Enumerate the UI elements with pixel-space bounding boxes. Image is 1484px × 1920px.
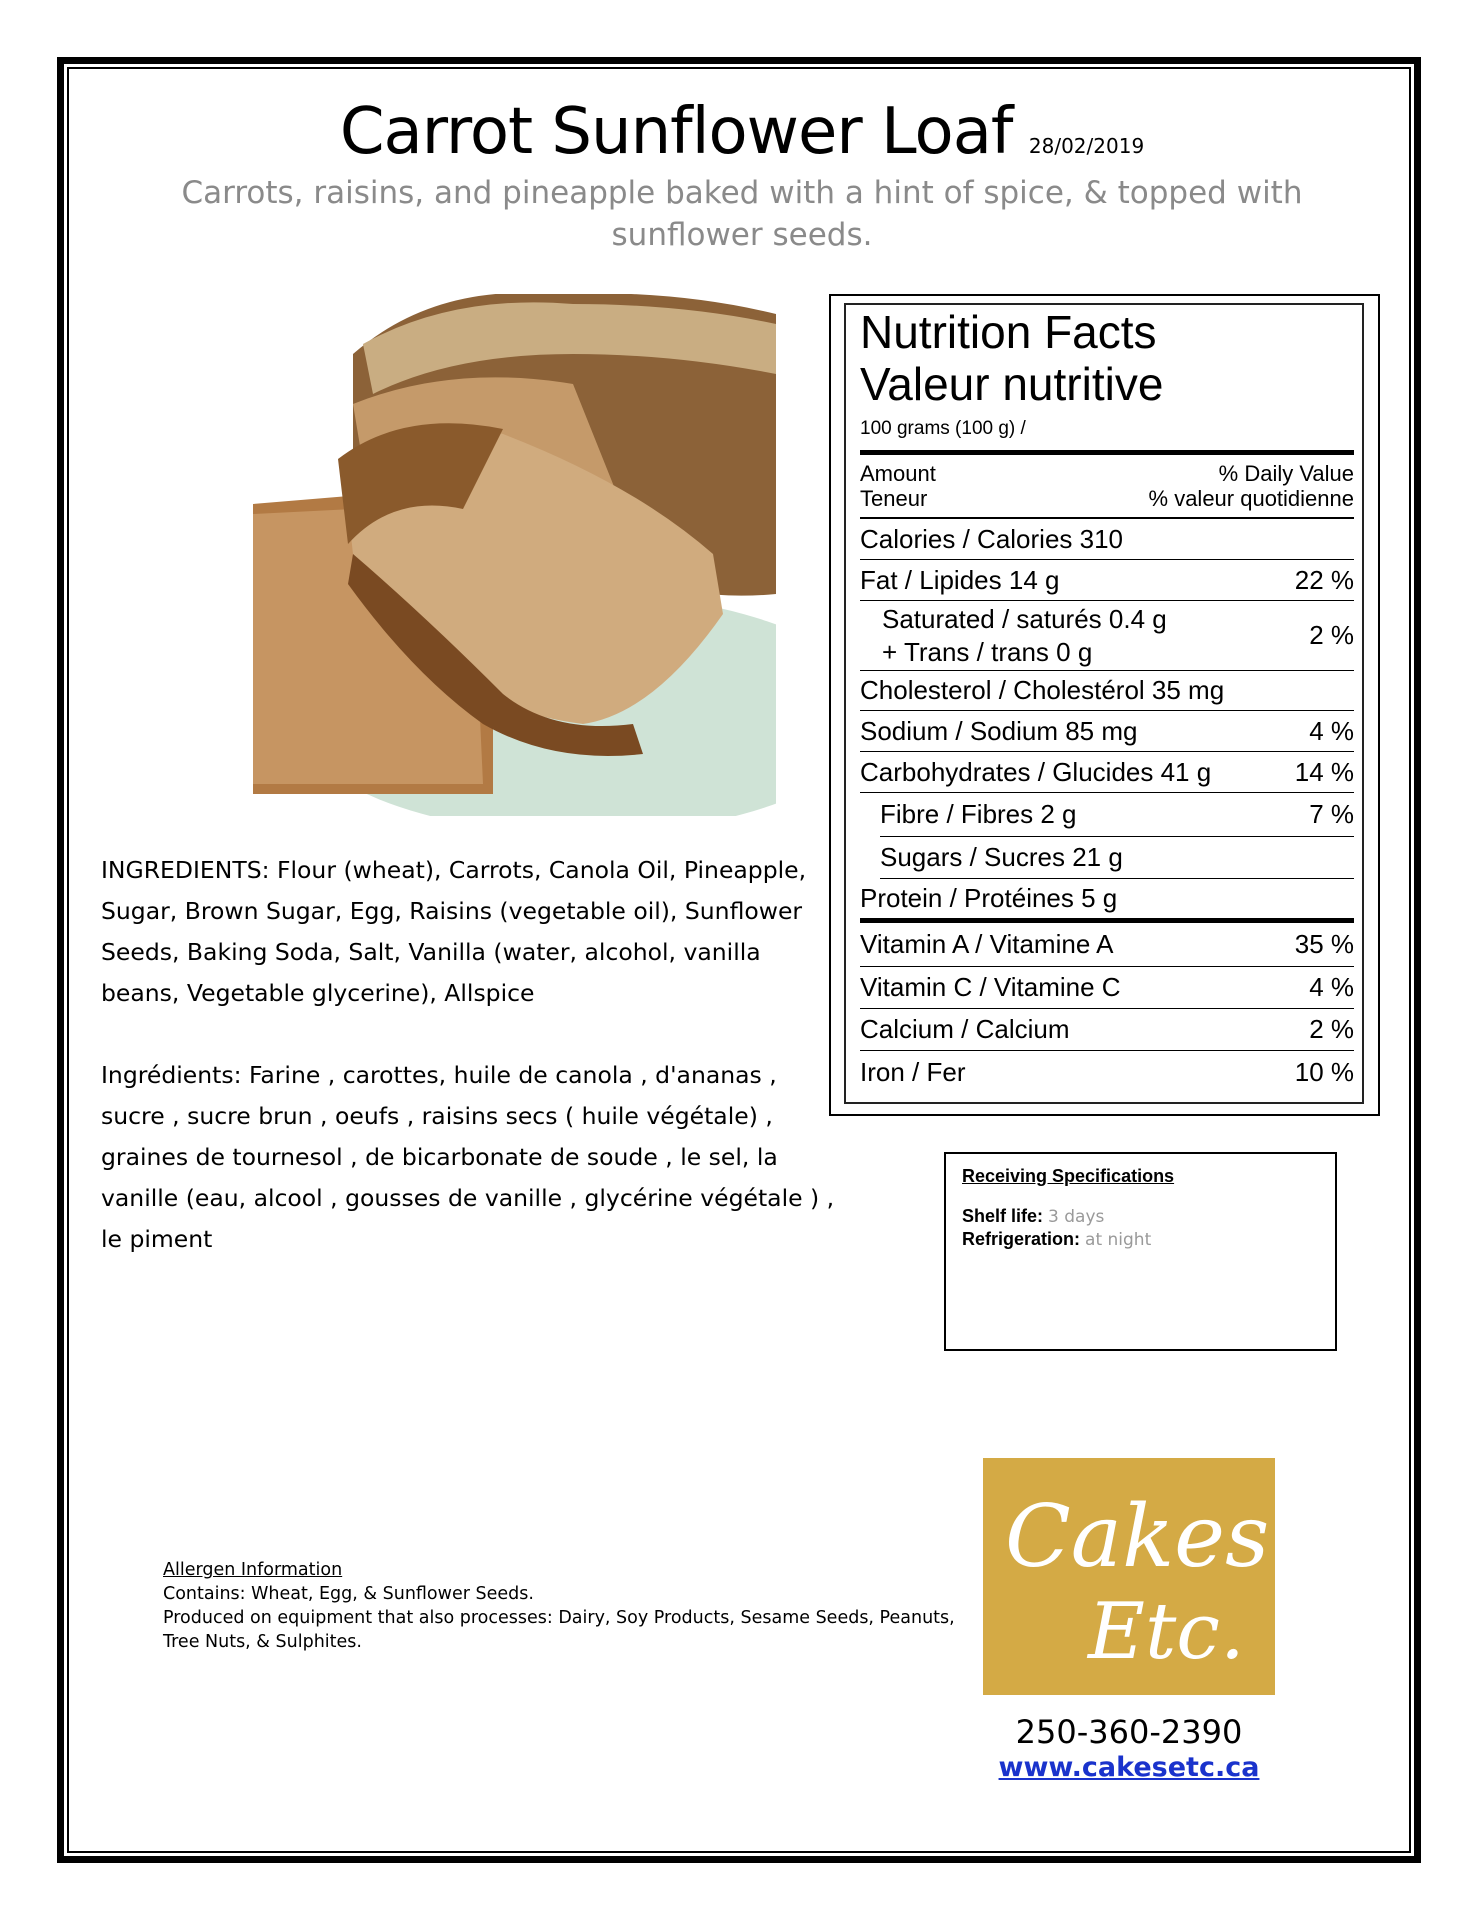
vitamin-a-dv: 35 % [1294, 929, 1354, 959]
allergen-heading: Allergen Information [163, 1560, 343, 1580]
product-photo [253, 294, 776, 816]
saturated-dv: 2 % [1309, 620, 1354, 650]
carbohydrates-dv: 14 % [1294, 756, 1354, 787]
nutrient-row-fat [860, 560, 1354, 601]
product-subtitle: Carrots, raisins, and pineapple baked with a hint of spice, & topped with sunflower seeds. [181, 175, 1303, 253]
calcium-dv: 2 % [1309, 1014, 1354, 1044]
nutrition-title-en: Nutrition Facts [860, 306, 1157, 358]
ingredients-section [101, 850, 841, 1260]
refrigeration-label: Refrigeration: [962, 1229, 1081, 1249]
allergen-section [163, 1558, 963, 1654]
shelf-life-value: 3 days [1048, 1207, 1105, 1227]
nutrition-title-fr: Valeur nutritive [860, 358, 1164, 410]
fat-dv: 22 % [1294, 564, 1354, 595]
nutrient-row-vitamin-a [860, 923, 1354, 967]
trans-label: + Trans / trans 0 g [882, 636, 1093, 667]
nutrient-row-calcium [860, 1009, 1354, 1051]
title-row [0, 95, 1484, 169]
allergen-produced: Produced on equipment that also processes: Dairy, Soy Products, Sesame Seeds, Peanuts, Tree Nuts, & Sulphites. [163, 1608, 955, 1652]
product-date: 28/02/2019 [1028, 134, 1145, 158]
logo-line2: Etc. [1088, 1587, 1245, 1677]
cakes-etc-logo [983, 1458, 1275, 1695]
nutrient-row-sugars [880, 837, 1354, 879]
nutrient-row-protein [860, 879, 1354, 923]
website-link[interactable]: www.cakesetc.ca [998, 1752, 1260, 1783]
nutrient-row-calories [860, 519, 1354, 560]
receiving-specifications-box [944, 1152, 1337, 1351]
fibre-label: Fibre / Fibres 2 g [880, 799, 1077, 829]
calories-label: Calories / Calories 310 [860, 523, 1124, 554]
nutrient-row-sodium [860, 711, 1354, 752]
iron-label: Iron / Fer [860, 1056, 966, 1087]
refrigeration-value: at night [1085, 1230, 1152, 1250]
nutrient-row-vitamin-c [860, 967, 1354, 1009]
fat-label: Fat / Lipides 14 g [860, 564, 1060, 595]
nutrient-row-iron [860, 1051, 1354, 1093]
amount-header [860, 455, 1354, 519]
nutrition-facts-table [860, 306, 1354, 1093]
product-title: Carrot Sunflower Loaf [339, 95, 1013, 169]
logo-line1: Cakes [1005, 1487, 1270, 1587]
nutrient-row-carbohydrates [860, 752, 1354, 793]
sodium-dv: 4 % [1309, 715, 1354, 746]
refrigeration-line [962, 1228, 1319, 1251]
shelf-life-line [962, 1205, 1319, 1228]
dv-label-fr: % valeur quotidienne [1148, 486, 1354, 511]
cholesterol-label: Cholesterol / Cholestérol 35 mg [860, 675, 1225, 705]
nutrient-row-fibre [880, 793, 1354, 837]
saturated-label: Saturated / saturés 0.4 g [882, 603, 1167, 634]
serving-size: 100 grams (100 g) / [860, 418, 1354, 455]
carbohydrates-label: Carbohydrates / Glucides 41 g [860, 756, 1212, 787]
nutrient-row-saturated [860, 601, 1354, 671]
nutrient-row-cholesterol [860, 671, 1354, 711]
dv-label-en: % Daily Value [1218, 461, 1354, 486]
sodium-label: Sodium / Sodium 85 mg [860, 715, 1138, 746]
vitamin-c-dv: 4 % [1309, 972, 1354, 1002]
phone-number: 250-360-2390 [1015, 1713, 1243, 1751]
iron-dv: 10 % [1294, 1056, 1354, 1087]
allergen-contains: Contains: Wheat, Egg, & Sunflower Seeds. [163, 1584, 534, 1604]
receiving-heading: Receiving Specifications [962, 1166, 1175, 1186]
fibre-dv: 7 % [1309, 799, 1354, 829]
shelf-life-label: Shelf life: [962, 1206, 1044, 1226]
ingredients-french: Ingrédients: Farine , carottes, huile de canola , d'ananas , sucre , sucre brun , oeufs , raisins secs ( huile végétale) , graines de tournesol , de bicarbonate de soude , le sel, la vanille (eau, alcool , gousses de vanille , glycérine végétale ) , le piment [101, 1061, 835, 1253]
amount-label-en: Amount [860, 461, 936, 486]
calcium-label: Calcium / Calcium [860, 1014, 1070, 1044]
amount-label-fr: Teneur [860, 486, 928, 511]
protein-label: Protein / Protéines 5 g [860, 883, 1118, 913]
vitamin-c-label: Vitamin C / Vitamine C [860, 972, 1121, 1002]
vitamin-a-label: Vitamin A / Vitamine A [860, 929, 1114, 959]
ingredients-english: INGREDIENTS: Flour (wheat), Carrots, Canola Oil, Pineapple, Sugar, Brown Sugar, Egg, Raisins (vegetable oil), Sunflower Seeds, Baking Soda, Salt, Vanilla (water, alcohol, vanilla beans, Vegetable glycerine), Allspice [101, 856, 807, 1007]
sugars-label: Sugars / Sucres 21 g [880, 842, 1123, 872]
